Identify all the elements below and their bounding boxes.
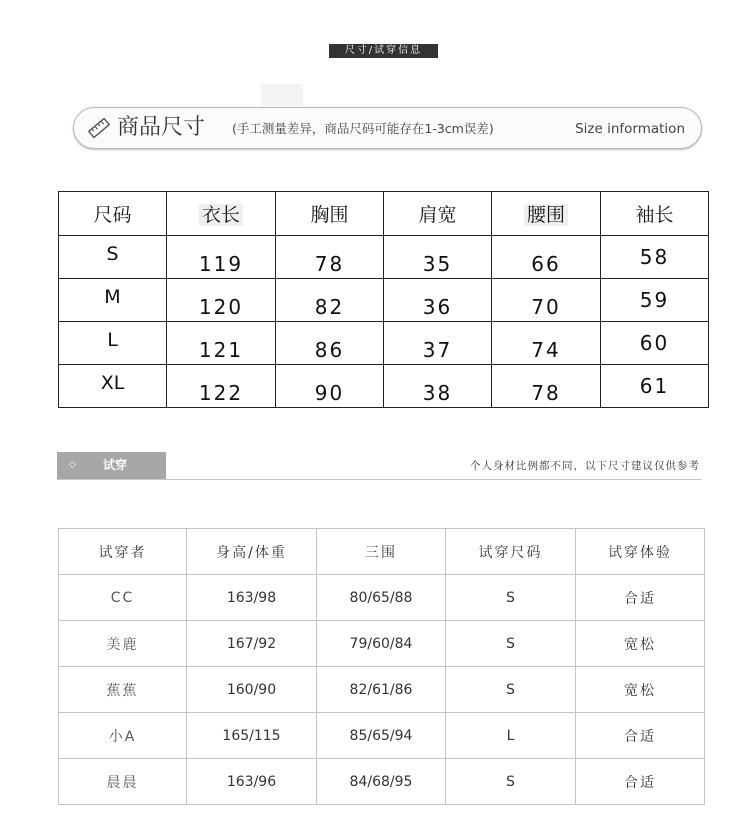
table-row [59, 575, 705, 621]
try-on-section-bar [57, 452, 702, 480]
try-header-cell: 试穿尺码 [446, 529, 576, 575]
table-cell: 74 [492, 322, 601, 365]
table-cell: 61 [601, 365, 709, 408]
diamond-icon: ◇ [69, 460, 76, 470]
table-cell: 120 [167, 279, 276, 322]
size-header-cell: 衣长 [167, 192, 276, 236]
section-title: 试穿 [103, 458, 128, 472]
table-cell: 37 [384, 322, 492, 365]
table-cell: 122 [167, 365, 276, 408]
table-cell: 合适 [576, 713, 705, 759]
section-tab [57, 452, 166, 479]
table-row [59, 365, 709, 408]
table-row [59, 667, 705, 713]
table-cell: 35 [384, 236, 492, 279]
tester-name-cell: 晨晨 [59, 759, 187, 805]
size-label-cell: L [59, 322, 167, 365]
table-cell: 119 [167, 236, 276, 279]
table-cell: 165/115 [187, 713, 317, 759]
banner-title: 商品尺寸 [117, 115, 206, 140]
table-cell: 78 [492, 365, 601, 408]
table-row [59, 713, 705, 759]
table-cell: 163/96 [187, 759, 317, 805]
try-on-table [58, 528, 705, 805]
tester-name-cell: 美鹿 [59, 621, 187, 667]
tester-name-cell: 蕉蕉 [59, 667, 187, 713]
table-cell: S [446, 667, 576, 713]
size-info-banner [73, 107, 702, 149]
try-header-cell: 身高/体重 [187, 529, 317, 575]
size-header-cell: 袖长 [601, 192, 709, 236]
size-header-cell: 腰围 [492, 192, 601, 236]
banner-note: (手工测量差异，商品尺码可能存在1-3cm误差) [232, 121, 494, 136]
table-cell: 58 [601, 236, 709, 279]
table-cell: 59 [601, 279, 709, 322]
size-label-cell: S [59, 236, 167, 279]
table-row [59, 621, 705, 667]
table-cell: L [446, 713, 576, 759]
table-cell: 82 [276, 279, 384, 322]
table-cell: 167/92 [187, 621, 317, 667]
table-cell: 86 [276, 322, 384, 365]
size-label-cell: M [59, 279, 167, 322]
table-cell: 90 [276, 365, 384, 408]
table-cell: 160/90 [187, 667, 317, 713]
table-cell: 84/68/95 [317, 759, 446, 805]
table-cell: 合适 [576, 575, 705, 621]
table-cell: 78 [276, 236, 384, 279]
size-table [58, 191, 709, 408]
try-table-header-row [59, 529, 705, 575]
section-note: 个人身材比例都不同，以下尺寸建议仅供参考 [470, 460, 700, 472]
table-cell: 121 [167, 322, 276, 365]
table-cell: 38 [384, 365, 492, 408]
table-cell: 163/98 [187, 575, 317, 621]
tester-name-cell: CC [59, 575, 187, 621]
table-cell: 70 [492, 279, 601, 322]
table-cell: 宽松 [576, 667, 705, 713]
table-cell: 66 [492, 236, 601, 279]
table-cell: 82/61/86 [317, 667, 446, 713]
table-row [59, 236, 709, 279]
table-cell: 宽松 [576, 621, 705, 667]
size-header-cell: 胸围 [276, 192, 384, 236]
decorative-box [261, 84, 303, 106]
table-cell: 79/60/84 [317, 621, 446, 667]
try-header-cell: 三围 [317, 529, 446, 575]
try-header-cell: 试穿者 [59, 529, 187, 575]
section-header-tag: 尺寸/试穿信息 [329, 44, 438, 58]
table-row [59, 759, 705, 805]
table-cell: 60 [601, 322, 709, 365]
size-header-cell: 尺码 [59, 192, 167, 236]
table-cell: 36 [384, 279, 492, 322]
banner-english-label: Size information [575, 121, 685, 137]
table-cell: 85/65/94 [317, 713, 446, 759]
table-row [59, 322, 709, 365]
try-header-cell: 试穿体验 [576, 529, 705, 575]
table-cell: 合适 [576, 759, 705, 805]
table-cell: S [446, 575, 576, 621]
table-row [59, 279, 709, 322]
size-header-cell: 肩宽 [384, 192, 492, 236]
table-cell: S [446, 759, 576, 805]
table-cell: S [446, 621, 576, 667]
size-label-cell: XL [59, 365, 167, 408]
size-table-header-row [59, 192, 709, 236]
table-cell: 80/65/88 [317, 575, 446, 621]
ruler-icon [88, 118, 110, 138]
tester-name-cell: 小A [59, 713, 187, 759]
